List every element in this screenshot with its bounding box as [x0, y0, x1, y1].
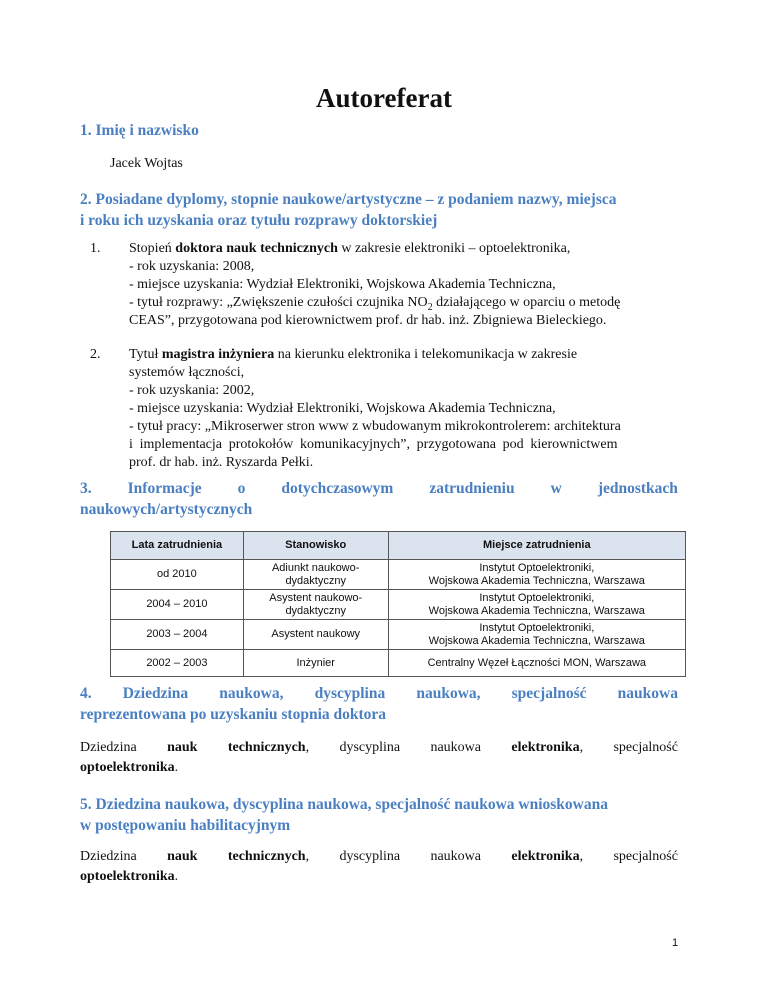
section-3-heading-word: jednostkach [597, 480, 678, 497]
text-word-bold: elektronika [511, 740, 580, 755]
cell-workplace: Centralny Węzeł Łączności MON, Warszawa [388, 650, 685, 677]
text-word [511, 847, 583, 867]
table-row [111, 560, 686, 590]
text-punct: . [174, 760, 179, 775]
section-3-heading-word: dotychczasowym [281, 480, 394, 497]
diploma-2-thesis-line2-text: i implementacja protokołów komunikacyjnych”, przygotowana pod kierownictwem [129, 437, 618, 452]
cell-position-line2: dydaktyczny [285, 574, 346, 587]
column-header-workplace: Miejsce zatrudnienia [388, 532, 685, 560]
text-word [228, 738, 309, 758]
section-4-heading-word: specjalność [511, 685, 587, 702]
cell-years: 2002 – 2003 [111, 650, 244, 677]
diploma-1-thesis-end: działającego w oparciu o metodę [432, 295, 621, 310]
section-1-heading: 1. Imię i nazwisko [80, 122, 199, 139]
text-word-bold: elektronika [511, 849, 580, 864]
cell-years: 2004 – 2010 [111, 590, 244, 620]
diploma-1-thesis-line2: CEAS”, przygotowana pod kierownictwem prof. dr hab. inż. Zbigniewa Bieleckiego. [129, 313, 607, 328]
diploma-1-details [129, 240, 684, 330]
cell-workplace-line1: Instytut Optoelektroniki, [479, 561, 595, 574]
text-word: dyscyplina [339, 849, 401, 864]
section-4-text-line2 [80, 758, 678, 778]
diploma-2-year: - rok uzyskania: 2002, [129, 383, 255, 398]
cell-position-line1: Asystent naukowo- [269, 591, 363, 604]
section-4-text [80, 738, 678, 778]
cell-position [243, 590, 388, 620]
table-row [111, 620, 686, 650]
section-4-heading-line1 [80, 683, 678, 704]
cell-workplace [388, 590, 685, 620]
diploma-1-place: - miejsce uzyskania: Wydział Elektroniki, Wojskowa Akademia Techniczna, [129, 277, 556, 292]
diploma-2-degree [129, 346, 684, 364]
text-word: specjalność [613, 849, 678, 864]
diploma-2-degree-field: na kierunku elektronika i telekomunikacja w zakresie [274, 347, 578, 362]
text-punct: , [305, 740, 310, 755]
cell-position: Asystent naukowy [243, 620, 388, 650]
diploma-1-degree [129, 240, 684, 258]
cell-years: 2003 – 2004 [111, 620, 244, 650]
cell-position: Inżynier [243, 650, 388, 677]
table-row [111, 650, 686, 677]
text-word: nauk [167, 740, 198, 755]
section-5-heading-line2: w postępowaniu habilitacyjnym [80, 817, 291, 834]
section-4-heading-word: naukowa, [219, 685, 284, 702]
cell-position-line2: dydaktyczny [285, 604, 346, 617]
cell-position-line1: Adiunkt naukowo- [271, 561, 360, 574]
text-word: naukowa [430, 740, 482, 755]
section-4-heading-word: 4. [80, 685, 92, 702]
cell-years: od 2010 [111, 560, 244, 590]
diploma-2-details [129, 346, 684, 472]
diploma-2-number: 2. [90, 347, 101, 362]
column-header-position: Stanowisko [243, 532, 388, 560]
diploma-2-place: - miejsce uzyskania: Wydział Elektroniki, Wojskowa Akademia Techniczna, [129, 401, 556, 416]
diploma-2-degree-name: magistra inżyniera [161, 347, 275, 362]
section-4-heading-word: naukowa, [416, 685, 481, 702]
text-word: Dziedzina [80, 740, 137, 755]
section-4-heading-word: dyscyplina [314, 685, 386, 702]
text-punct: , [305, 849, 310, 864]
author-name: Jacek Wojtas [110, 156, 183, 171]
cell-workplace [388, 620, 685, 650]
section-3-heading-line2: naukowych/artystycznych [80, 501, 253, 518]
section-4-heading-word: naukowa [617, 685, 678, 702]
diploma-1-thesis-start: - tytuł rozprawy: „Zwiększenie czułości czujnika NO [129, 295, 428, 310]
diploma-1-degree-prefix: Stopień [129, 241, 176, 256]
table-row [111, 590, 686, 620]
table-header-row [111, 532, 686, 560]
diploma-1-thesis [129, 294, 684, 312]
diploma-2-degree-line2: systemów łączności, [129, 365, 245, 380]
section-3-heading-word: Informacje [127, 480, 202, 497]
section-2-heading [80, 189, 678, 231]
diploma-1-degree-name: doktora nauk technicznych [175, 241, 338, 256]
text-word: specjalność [613, 740, 678, 755]
text-word [511, 738, 583, 758]
section-5-text-line1 [80, 847, 678, 867]
text-word: Dziedzina [80, 849, 137, 864]
section-4-heading [80, 683, 678, 725]
section-4-heading-line2: reprezentowana po uzyskaniu stopnia doktora [80, 706, 387, 723]
diploma-2-thesis-line1: - tytuł pracy: „Mikroserwer stron www z wbudowanym mikrokontrolerem: architektura [129, 419, 621, 434]
diploma-2-thesis-line2 [129, 436, 684, 454]
diploma-1-thesis-subscript: 2 [427, 301, 433, 313]
cell-workplace-line1: Instytut Optoelektroniki, [479, 591, 595, 604]
text-word: nauk [167, 849, 198, 864]
section-3-heading-word: 3. [80, 480, 92, 497]
section-4-heading-word: Dziedzina [122, 685, 189, 702]
text-word-bold: technicznych [227, 740, 306, 755]
page-number: 1 [672, 937, 679, 949]
diploma-2-thesis-line3: prof. dr hab. inż. Ryszarda Pełki. [129, 455, 314, 470]
section-3-heading-line1 [80, 478, 678, 499]
section-4-text-line1 [80, 738, 678, 758]
diploma-1-degree-field: w zakresie elektroniki – optoelektronika, [337, 241, 571, 256]
text-word-bold: technicznych [227, 849, 306, 864]
section-5-heading [80, 794, 678, 836]
text-word [228, 847, 309, 867]
section-3-heading-word: zatrudnieniu [429, 480, 515, 497]
diploma-1-number: 1. [90, 241, 101, 256]
section-2-heading-line2: i roku ich uzyskania oraz tytułu rozprawy doktorskiej [80, 212, 438, 229]
text-punct: , [579, 849, 584, 864]
text-punct: , [579, 740, 584, 755]
section-5-text-line2 [80, 867, 678, 887]
diploma-2-degree-prefix: Tytuł [129, 347, 162, 362]
text-punct: . [174, 869, 179, 884]
cell-workplace-line2: Wojskowa Akademia Techniczna, Warszawa [428, 604, 645, 617]
text-word: naukowa [430, 849, 482, 864]
text-word-bold: optoelektronika [80, 869, 175, 884]
section-3-heading [80, 478, 678, 520]
cell-workplace-line1: Instytut Optoelektroniki, [479, 621, 595, 634]
column-header-years: Lata zatrudnienia [111, 532, 244, 560]
section-3-heading-word: o [237, 480, 246, 497]
cell-workplace-line2: Wojskowa Akademia Techniczna, Warszawa [428, 634, 645, 647]
section-5-heading-line1: 5. Dziedzina naukowa, dyscyplina naukowa, specjalność naukowa wnioskowana [80, 796, 608, 813]
section-5-text [80, 847, 678, 887]
section-3-heading-word: w [550, 480, 562, 497]
cell-position [243, 560, 388, 590]
cell-workplace-line2: Wojskowa Akademia Techniczna, Warszawa [428, 574, 645, 587]
cell-workplace [388, 560, 685, 590]
employment-table [110, 531, 686, 677]
section-2-heading-line1: 2. Posiadane dyplomy, stopnie naukowe/artystyczne – z podaniem nazwy, miejsca [80, 191, 617, 208]
text-word-bold: optoelektronika [80, 760, 175, 775]
diploma-1-year: - rok uzyskania: 2008, [129, 259, 255, 274]
text-word: dyscyplina [339, 740, 401, 755]
document-title: Autoreferat [316, 83, 452, 113]
